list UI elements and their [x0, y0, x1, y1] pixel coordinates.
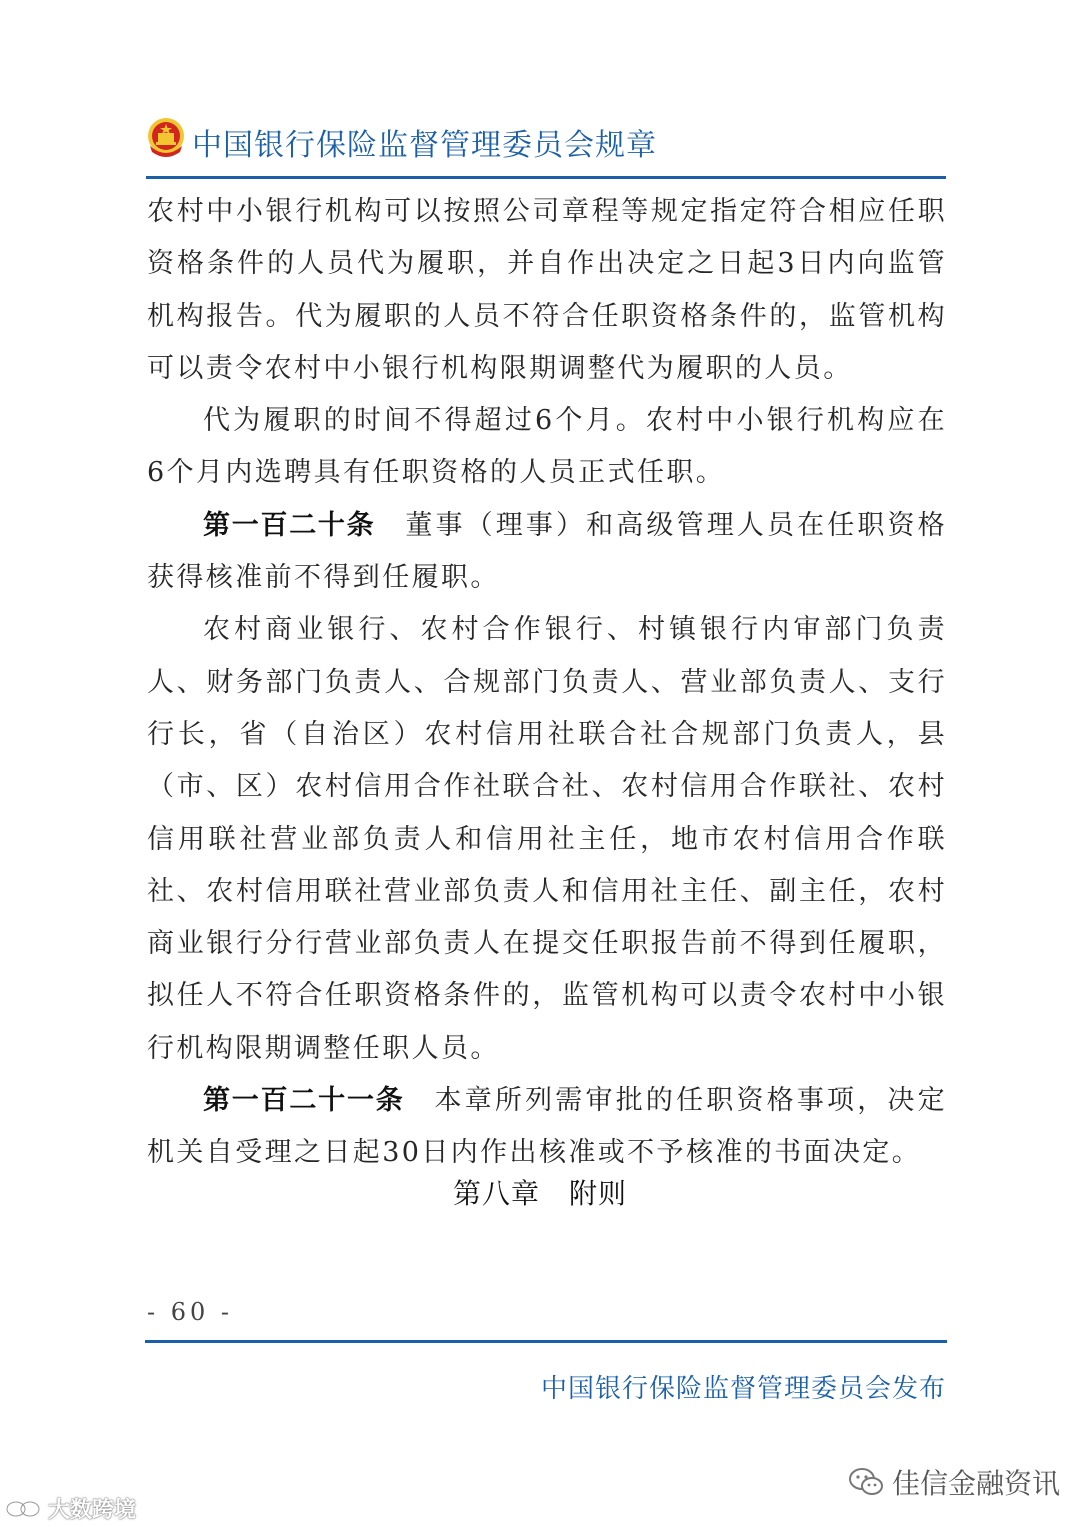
article-number: 第一百二十一条	[203, 1085, 405, 1117]
article-121	[147, 1075, 947, 1180]
page-header	[146, 114, 946, 180]
national-emblem-icon	[146, 116, 186, 160]
footer-publisher: 中国银行保险监督管理委员会发布	[540, 1374, 946, 1404]
footer-divider	[145, 1340, 947, 1343]
watermark-left	[4, 1493, 136, 1524]
article-text: 本章所列需审批的任职资格事项，决定机关自受理之日起30日内作出核准或不予核准的书面决定。	[147, 1085, 947, 1169]
watermark-right	[848, 1462, 1060, 1502]
chapter-title: 第八章 附则	[452, 1177, 627, 1210]
watermark-left-text: 大数跨境	[48, 1498, 137, 1523]
article-120	[147, 500, 947, 605]
header-divider	[146, 176, 946, 179]
wechat-icon	[848, 1467, 884, 1497]
paragraph-acting-duty-term: 代为履职的时间不得超过6个月。农村中小银行机构应在6个月内选聘具有任职资格的人员正式任职。	[147, 405, 947, 489]
paragraph-positions-list: 农村商业银行、农村合作银行、村镇银行内审部门负责人、财务部门负责人、合规部门负责人、营业部负责人、支行行长，省（自治区）农村信用社联合社合规部门负责人，县（市、区）农村信用合作社联合社、农村信用合作联社、农村信用联社营业部负责人和信用社主任，地市农村信用合作联社、农村信用联社营业部负责人和信用社主任、副主任，农村商业银行分行营业部负责人在提交任职报告前不得到任履职，拟任人不符合任职资格条件的，监管机构可以责令农村中小银行机构限期调整任职人员。	[147, 614, 947, 1064]
document-body	[147, 186, 947, 1180]
link-logo-icon	[4, 1498, 44, 1520]
watermark-right-text: 佳信金融资讯	[892, 1467, 1061, 1500]
article-number: 第一百二十条	[203, 509, 376, 541]
article-text: 董事（理事）和高级管理人员在任职资格获得核准前不得到任履职。	[147, 509, 948, 594]
page-number: - 60 -	[147, 1298, 234, 1326]
paragraph-continuation: 农村中小银行机构可以按照公司章程等规定指定符合相应任职资格条件的人员代为履职，并自作出决定之日起3日内向监管机构报告。代为履职的人员不符合任职资格条件的，监管机构可以责令农村中小银行机构限期调整代为履职的人员。	[147, 196, 947, 384]
header-title: 中国银行保险监督管理委员会规章	[192, 128, 657, 163]
